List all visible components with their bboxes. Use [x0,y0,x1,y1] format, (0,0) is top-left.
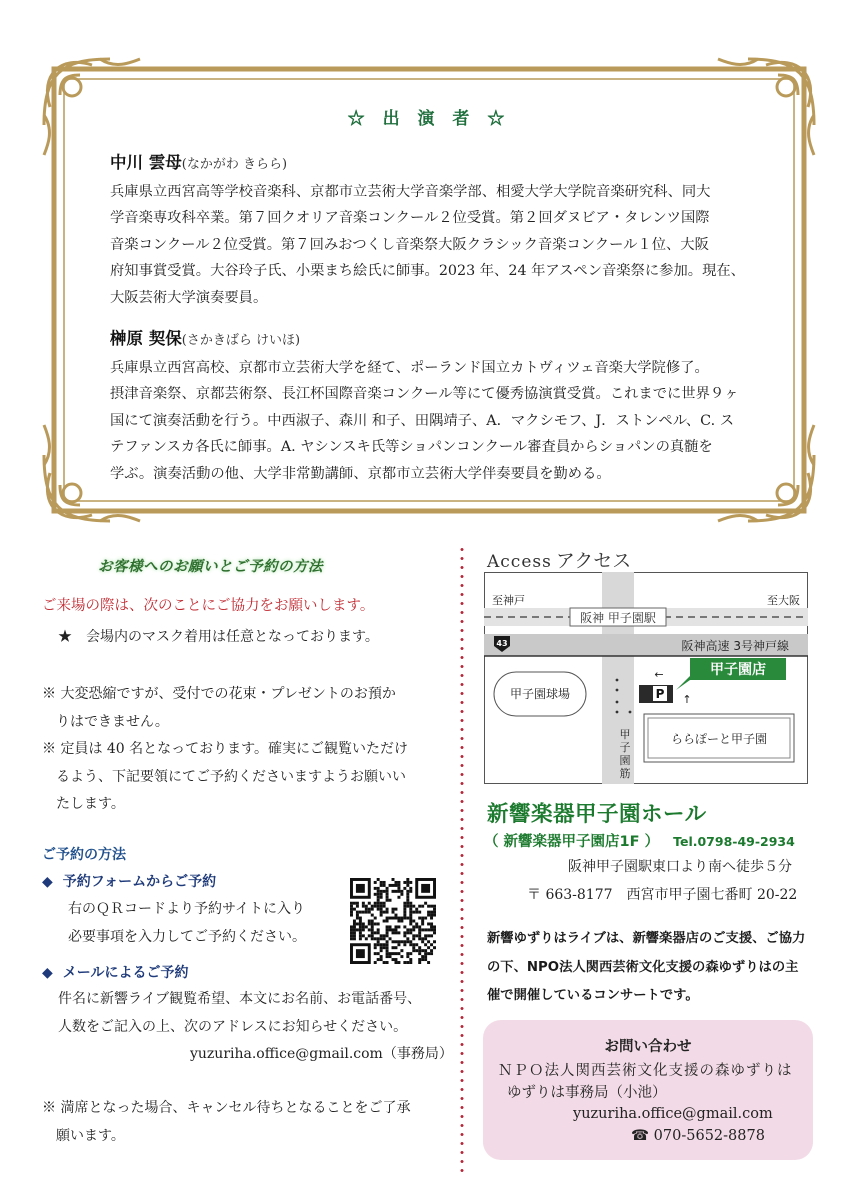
mail-address[interactable]: yuzuriha.office@gmail.com（事務局） [190,1046,453,1062]
map-expressway: 阪神高速 3号神戸線 [681,639,789,653]
contact-phone[interactable]: ☎ 070-5652-8878 [631,1128,765,1144]
form-line: 右のＱＲコードより予約サイトに入り [68,901,306,917]
contact-title: お問い合わせ [604,1038,692,1055]
contact-office: ゆずりは事務局（小池） [507,1085,667,1101]
qr-code[interactable] [350,878,436,964]
hall-subtitle: （ 新響楽器甲子園店1F ） Tel.0798-49-2934 [484,834,795,850]
capacity-note [42,736,452,819]
note-line: ※ 満席となった場合、キャンセル待ちとなることをご了承 [42,1100,411,1116]
map-to-osaka: 至大阪 [767,594,800,607]
hall-walk-directions: 阪神甲子園駅東口より南へ徒歩５分 [568,859,792,875]
mail-line: 件名に新響ライブ観覧希望、本文にお名前、お電話番号、 [58,991,422,1007]
mail-reservation-title: ◆ メールによるご予約 [42,965,189,981]
hall-name: 新響楽器甲子園ホール [487,802,707,827]
desc-line: 新響ゆずりはライブは、新響楽器店のご支援、ご協力 [487,931,806,946]
contact-email[interactable]: yuzuriha.office@gmail.com [573,1106,773,1122]
arrow-up-icon: ↑ [682,693,692,706]
requests-intro: ご来場の際は、次のことにご協力をお願いします。 [42,598,375,614]
note-line: ※ 定員は 40 名となっております。確実にご観覧いただけ [42,741,409,757]
performer-1 [110,150,765,312]
live-description [487,925,817,1011]
access-map [484,572,808,784]
performer-bio-line: 摂津音楽祭、京都芸術祭、長江杯国際音楽コンクール等にて優秀協演賞受賞。これまでに世界９ヶ [110,386,739,403]
hall-address: 〒 663-8177 西宮市甲子園七番町 20-22 [527,887,798,903]
performer-name: 中川 雲母 [110,153,182,172]
mail-reservation-text [58,986,458,1041]
map-to-kobe: 至神戸 [492,594,525,607]
form-reservation-text [68,896,338,951]
performer-bio-line: 音楽コンクール２位受賞。第７回みおつくし音楽祭大阪クラシック音楽コンクール１位、大阪 [110,236,709,253]
mask-note: ★ 会場内のマスク着用は任意となっております。 [58,629,379,645]
performer-name: 榊原 契保 [110,329,182,348]
contact-org: ＮＰＯ法人関西芸術文化支援の森ゆずりは [498,1063,793,1079]
access-title-en: Access [487,552,552,572]
performer-kana: (なかがわ きらら) [181,157,288,172]
desc-line: の下、NPO法人関西芸術文化支援の森ゆずりはの主 [487,959,799,975]
waitlist-note [42,1095,452,1150]
contact-box [483,1020,813,1160]
map-lalaport: ららぽーと甲子園 [670,732,768,746]
note-line: ※ 大変恐縮ですが、受付での花束・プレゼントのお預か [42,686,396,702]
requests-title: お客様へのお願いとご予約の方法 [98,559,323,575]
arrow-left-icon: ← [654,668,664,681]
svg-text:甲: 甲 [619,728,631,741]
diamond-icon: ◆ [42,874,53,890]
performer-bio-line: 大阪芸術大学演奏要員。 [110,289,268,306]
performer-bio-line: 国にて演奏活動を行う。中西淑子、森川 和子、田隅靖子、A．マクシモフ、J．ストンペル、C. ス [110,412,734,429]
map-station: 阪神 甲子園駅 [580,611,656,625]
note-line: りはできません。 [42,713,169,730]
performer-bio-line: 学ぶ。演奏活動の他、大学非常勤講師、京都市立芸術大学伴奏要員を勤める。 [110,465,611,482]
access-title-ja: アクセス [555,550,632,572]
diamond-icon: ◆ [42,965,53,981]
bouquet-note [42,681,452,736]
map-stadium: 甲子園球場 [509,687,571,701]
performer-bio-line: 府知事賞受賞。大谷玲子氏、小栗まち絵氏に師事。2023 年、24 年アスペン音楽祭に参加。現在、 [110,263,745,280]
performers-title: ☆ 出 演 者 ☆ [347,109,511,129]
note-line: たします。 [42,796,125,812]
hall-tel[interactable]: Tel.0798-49-2934 [673,834,795,849]
note-line: るよう、下記要領にてご予約くださいますようお願いい [42,768,406,785]
desc-line: 催で開催しているコンサートです。 [487,988,699,1003]
performer-2 [110,326,765,488]
performer-bio-line: 兵庫県立西宮高等学校音楽科、京都市立芸術大学音楽学部、相愛大学大学院音楽研究科、同大 [110,183,711,200]
map-parking: P [655,687,665,701]
reservation-method-title: ご予約の方法 [42,847,126,863]
dotted-divider [460,545,464,1175]
map-route-number: 43 [496,639,508,648]
map-store: 甲子園店 [710,662,766,678]
svg-text:筋: 筋 [619,767,631,780]
form-reservation-title: ◆ 予約フォームからご予約 [42,874,217,890]
note-line: 願います。 [42,1127,125,1144]
performer-kana: (さかきばら けいほ) [181,333,301,348]
map-street [620,728,631,780]
svg-text:子: 子 [619,741,631,754]
performer-bio-line: 学音楽専攻科卒業。第７回クオリア音楽コンクール２位受賞。第２回ダヌビア・タレンツ国際 [110,210,710,227]
access-title [487,546,631,573]
performer-bio-line: 兵庫県立西宮高校、京都市立芸術大学を経て、ポーランド国立カトヴィツェ音楽大学院修了。 [110,359,709,376]
svg-text:園: 園 [619,754,631,767]
form-line: 必要事項を入力してご予約ください。 [68,928,306,945]
mail-line: 人数をご記入の上、次のアドレスにお知らせください。 [58,1018,408,1035]
performer-bio-line: テファンスカ各氏に師事。A. ヤシンスキ氏等ショパンコンクール審査員からショパンの真髄を [110,439,713,456]
